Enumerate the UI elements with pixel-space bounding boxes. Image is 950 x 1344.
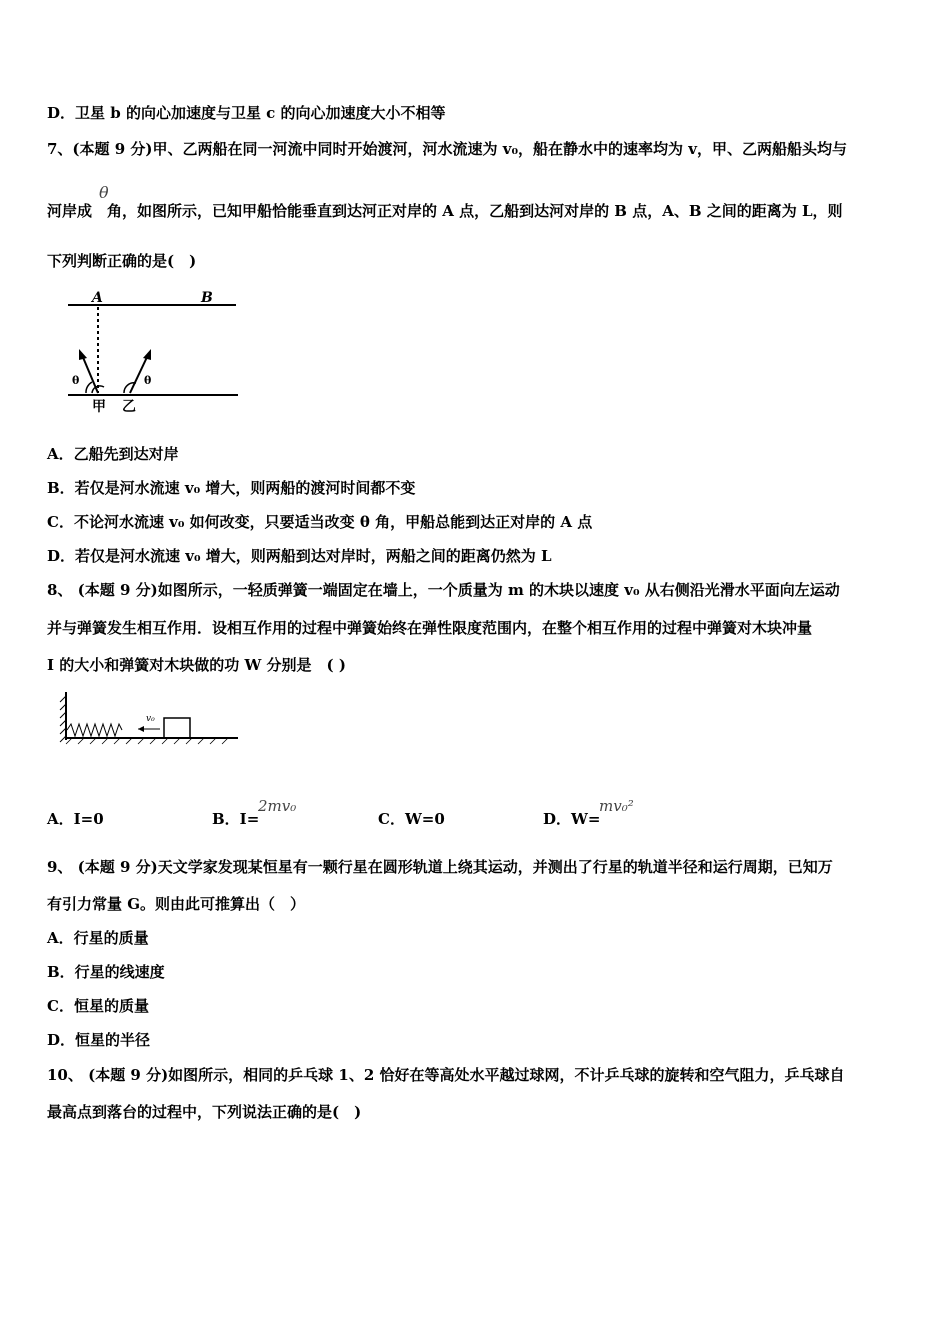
q9-option-a: A．行星的质量 (47, 929, 149, 947)
q7-option-b: B．若仅是河水流速 v₀ 增大，则两船的渡河时间都不变 (47, 479, 416, 497)
q8-option-d-prefix: D．W= (543, 810, 601, 828)
q7-theta-inline: θ (99, 183, 109, 202)
q7-stem-line3: 下列判断正确的是( ) (47, 252, 197, 270)
q8-stem-line2: 并与弹簧发生相互作用．设相互作用的过程中弹簧始终在弹性限度范围内，在整个相互作用的过程中弹簧对木块冲量 (47, 619, 813, 637)
q8-option-c: C．W=0 (378, 810, 445, 828)
theta-left: θ (72, 374, 80, 387)
label-a: A (92, 290, 103, 306)
wooden-block (164, 718, 190, 738)
q9-option-d: D．恒星的半径 (47, 1031, 151, 1049)
q8-option-a: A．I=0 (47, 810, 104, 828)
q7-stem-line2: 河岸成 角，如图所示，已知甲船恰能垂直到达河正对岸的 A 点，乙船到达河对岸的 B 点，A、B 之间的距离为 L，则 (47, 202, 843, 220)
label-yi: 乙 (122, 399, 136, 415)
q9-stem-line1: 9、 (本题 9 分)天文学家发现某恒星有一颗行星在圆形轨道上绕其运动，并测出了行星的轨道半径和运行周期，已知万 (47, 858, 833, 876)
q10-stem-line2: 最高点到落台的过程中，下列说法正确的是( ) (47, 1103, 362, 1121)
spring-coil (67, 724, 122, 736)
q9-option-c: C．恒星的质量 (47, 997, 149, 1015)
q9-stem-line2: 有引力常量 G。则由此可推算出（ ） (47, 895, 306, 913)
q7-stem-line1: 7、(本题 9 分)甲、乙两船在同一河流中同时开始渡河，河水流速为 v₀，船在静水中的速率均为 v，甲、乙两船船头均与 (47, 140, 847, 158)
theta-right: θ (144, 374, 152, 387)
q7-option-a: A．乙船先到达对岸 (47, 445, 179, 463)
q7-option-c: C．不论河水流速 v₀ 如何改变，只要适当改变 θ 角，甲船总能到达正对岸的 A 点 (47, 513, 593, 531)
label-b: B (201, 290, 213, 306)
jia-arrowhead-icon (79, 349, 87, 360)
q8-option-b-expr: 2mv₀ (258, 797, 297, 815)
yi-arrowhead-icon (143, 349, 151, 360)
label-jia: 甲 (92, 399, 106, 415)
label-v0: v₀ (146, 714, 155, 724)
arrowhead-left-icon (138, 726, 144, 732)
q8-option-d-expr: mv₀² (599, 797, 634, 815)
q7-option-d: D．若仅是河水流速 v₀ 增大，则两船到达对岸时，两船之间的距离仍然为 L (47, 547, 552, 565)
q8-option-b-prefix: B．I= (212, 810, 260, 828)
jia-angle-arc (86, 382, 92, 393)
q7-river-figure (60, 283, 250, 418)
q8-spring-figure (52, 690, 242, 758)
q8-stem-line1: 8、 (本题 9 分)如图所示，一轻质弹簧一端固定在墙上，一个质量为 m 的木块以速度 v₀ 从右侧沿光滑水平面向左运动 (47, 581, 840, 599)
q10-stem-line1: 10、 (本题 9 分)如图所示，相同的乒乓球 1、2 恰好在等高处水平越过球网，不计乒乓球的旋转和空气阻力，乒乓球自 (47, 1066, 845, 1084)
q9-option-b: B．行星的线速度 (47, 963, 165, 981)
q6-option-d: D．卫星 b 的向心加速度与卫星 c 的向心加速度大小不相等 (47, 104, 446, 122)
q8-stem-line3: I 的大小和弹簧对木块做的功 W 分别是 ( ) (47, 656, 346, 674)
